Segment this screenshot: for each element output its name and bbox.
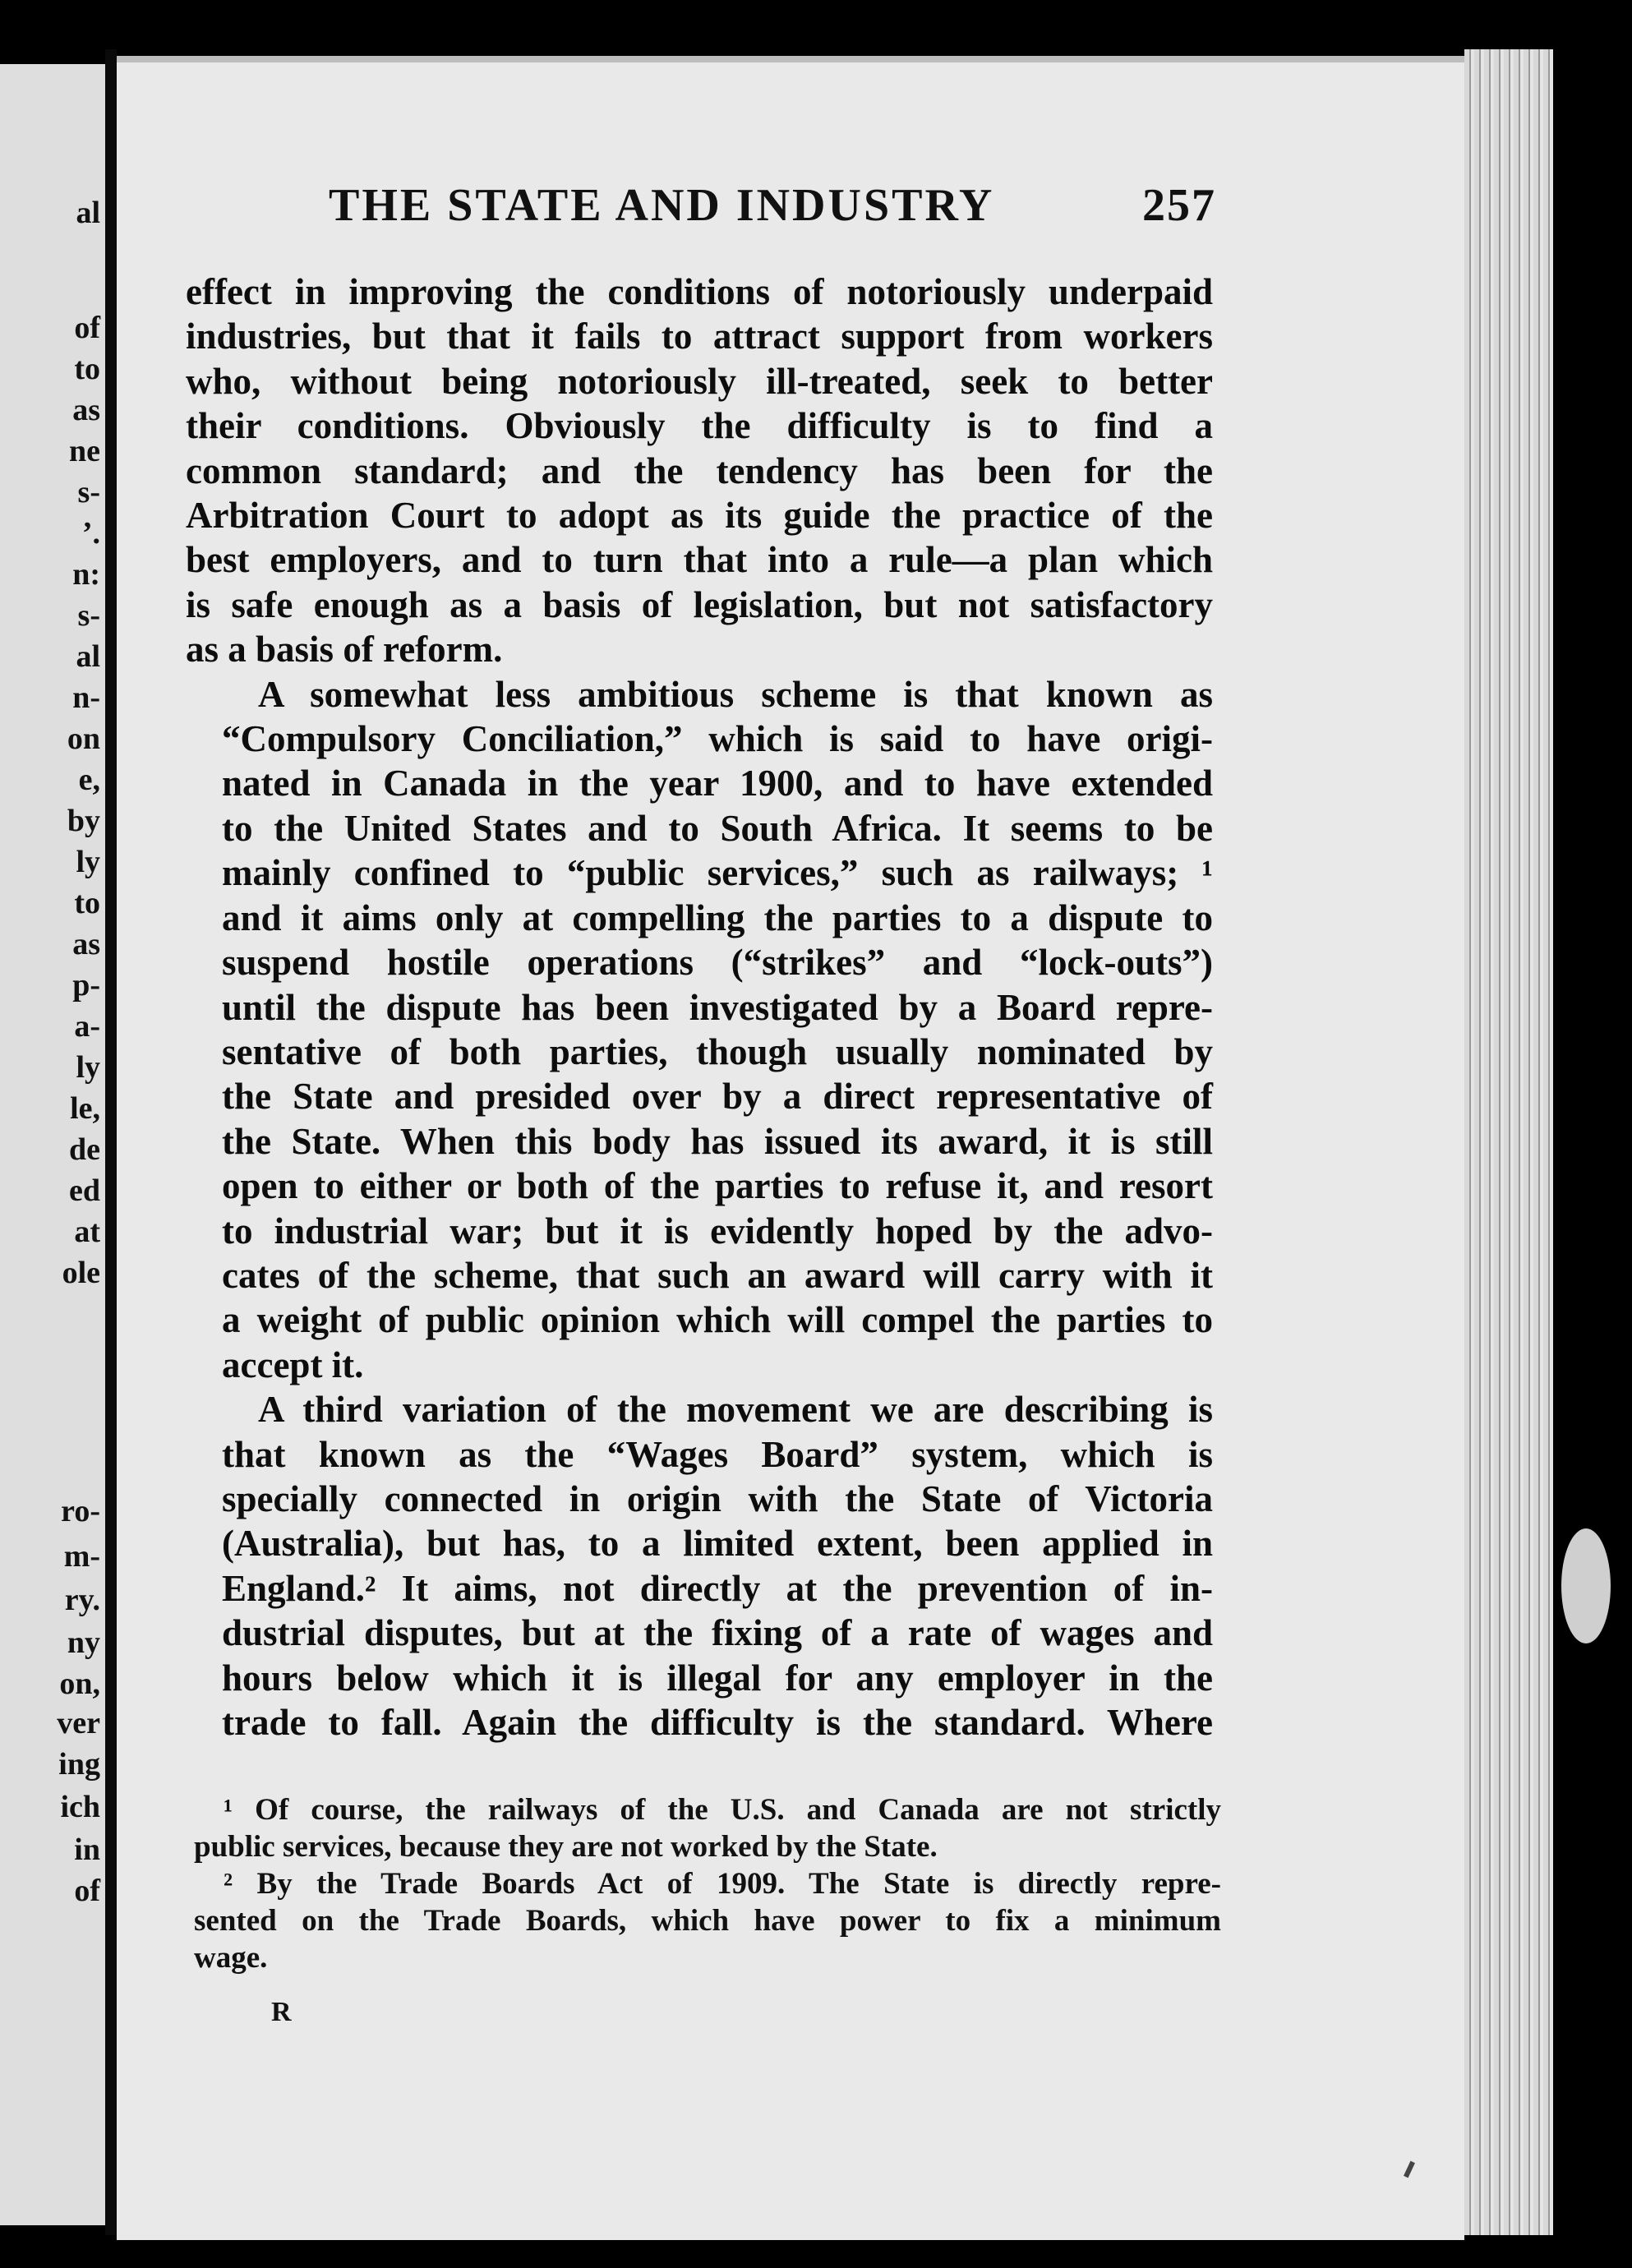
- left-page-fragment: ny: [67, 1625, 100, 1660]
- left-page-fragment: ole: [62, 1256, 100, 1290]
- page-number: 257: [1142, 180, 1216, 231]
- text-line: as a basis of reform.: [186, 629, 503, 671]
- paragraph-3: [186, 1387, 1213, 1745]
- left-page-fragment: de: [69, 1132, 100, 1167]
- text-line: to industrial war; but it is evidently hoped by the advo-: [222, 1210, 1213, 1252]
- text-line: Arbitration Court to adopt as its guide the practice of the: [186, 495, 1213, 537]
- left-page-fragment: ich: [60, 1790, 100, 1824]
- paragraph-2: [186, 672, 1213, 1388]
- signature-mark: R: [271, 1997, 292, 2027]
- left-page-fragment: to: [74, 886, 100, 920]
- footnote-2-line: sented on the Trade Boards, which have power to fix a minimum: [194, 1904, 1221, 1938]
- running-head-title: THE STATE AND INDUSTRY: [329, 180, 995, 231]
- body-text: [186, 270, 1213, 1745]
- text-line: mainly confined to “public services,” such as railways; ¹: [222, 852, 1213, 894]
- left-page-fragment: ne: [69, 434, 100, 468]
- text-line: England.² It aims, not directly at the prevention of in-: [222, 1567, 1213, 1609]
- footnotes: [194, 1791, 1221, 1976]
- left-page-fragment: on,: [59, 1666, 100, 1701]
- left-page-fragment: ro-: [61, 1494, 100, 1528]
- text-line: best employers, and to turn that into a rule—a plan which: [186, 539, 1213, 581]
- left-page-fragment: ing: [58, 1747, 100, 1782]
- left-page-fragment: ’.: [81, 516, 100, 551]
- left-page-fragment: a-: [74, 1009, 100, 1044]
- left-page-fragment: on: [67, 721, 100, 756]
- left-page-fragment: ly: [76, 845, 100, 879]
- left-page-fragment: to: [74, 352, 100, 386]
- text-line: sentative of both parties, though usually nominated by: [222, 1030, 1213, 1072]
- text-line: A third variation of the movement we are describing is: [258, 1389, 1213, 1431]
- text-line: industries, but that it fails to attract support from workers: [186, 316, 1213, 357]
- text-line: accept it.: [222, 1344, 364, 1385]
- text-line: the State and presided over by a direct representative of: [222, 1076, 1213, 1118]
- text-line: open to either or both of the parties to refuse it, and resort: [222, 1165, 1213, 1207]
- left-page-fragment: ly: [76, 1050, 100, 1085]
- text-line: until the dispute has been investigated by a Board repre-: [222, 986, 1213, 1028]
- text-line: and it aims only at compelling the parties to a dispute to: [222, 897, 1213, 938]
- text-line: is safe enough as a basis of legislation, but not satisfactory: [186, 583, 1213, 625]
- text-line: A somewhat less ambitious scheme is that known as: [258, 673, 1213, 715]
- left-page-fragment: as: [72, 927, 100, 961]
- text-line: “Compulsory Conciliation,” which is said to have origi-: [222, 718, 1213, 760]
- left-page-fragment: s-: [77, 475, 100, 509]
- text-line: dustrial disputes, but at the fixing of a rate of wages and: [222, 1612, 1213, 1654]
- text-line: trade to fall. Again the difficulty is the standard. Where: [222, 1702, 1213, 1743]
- left-page-fragment: of: [74, 1874, 100, 1908]
- left-page-fragment: al: [76, 196, 100, 230]
- left-page-fragment: le,: [70, 1091, 100, 1126]
- text-line: (Australia), but has, to a limited extent, been applied in: [222, 1523, 1213, 1565]
- footnote-1-line: public services, because they are not worked by the State.: [194, 1830, 938, 1864]
- left-page-fragment: n:: [72, 557, 100, 592]
- text-line: the State. When this body has issued its award, it is still: [222, 1120, 1213, 1162]
- left-page-fragment: p-: [72, 968, 100, 1003]
- footnote-2-line: wage.: [194, 1941, 268, 1975]
- left-page-fragment: of: [74, 311, 100, 345]
- thumb-smudge: [1561, 1528, 1611, 1643]
- footnote-1-line: ¹ Of course, the railways of the U.S. and Canada are not strictly: [224, 1793, 1221, 1827]
- left-page-fragment: at: [74, 1215, 100, 1249]
- left-page-fragment: ry.: [64, 1583, 100, 1617]
- text-line: hours below which it is illegal for any employer in the: [222, 1657, 1213, 1699]
- left-facing-page: [0, 64, 105, 2225]
- text-line: nated in Canada in the year 1900, and to have extended: [222, 763, 1213, 804]
- text-line: a weight of public opinion which will compel the parties to: [222, 1299, 1213, 1341]
- text-line: to the United States and to South Africa. It seems to be: [222, 807, 1213, 849]
- left-page-fragment: by: [67, 804, 100, 838]
- left-page-fragment: al: [76, 639, 100, 674]
- book-gutter: [105, 49, 117, 2235]
- text-line: effect in improving the conditions of notoriously underpaid: [186, 271, 1213, 312]
- left-page-fragment: ed: [69, 1173, 100, 1208]
- footnote-2-line: ² By the Trade Boards Act of 1909. The State is directly repre-: [224, 1867, 1221, 1901]
- left-page-fragment: n-: [72, 680, 100, 715]
- page-edges: [1464, 49, 1553, 2235]
- left-page-fragment: m-: [63, 1539, 100, 1574]
- left-page-fragment: s-: [77, 598, 100, 633]
- text-line: suspend hostile operations (“strikes” and “lock-outs”): [222, 942, 1213, 984]
- text-line: cates of the scheme, that such an award will carry with it: [222, 1254, 1213, 1296]
- paragraph-1: [186, 270, 1213, 672]
- text-line: specially connected in origin with the State of Victoria: [222, 1477, 1213, 1519]
- left-page-fragment: as: [72, 393, 100, 427]
- text-line: common standard; and the tendency has been for the: [186, 449, 1213, 491]
- left-page-fragment: in: [74, 1832, 100, 1867]
- text-line: that known as the “Wages Board” system, which is: [222, 1433, 1213, 1475]
- left-page-fragment: e,: [78, 763, 100, 797]
- text-line: their conditions. Obviously the difficulty is to find a: [186, 405, 1213, 447]
- text-line: who, without being notoriously ill-treated, seek to better: [186, 360, 1213, 402]
- left-page-fragment: ver: [57, 1706, 100, 1740]
